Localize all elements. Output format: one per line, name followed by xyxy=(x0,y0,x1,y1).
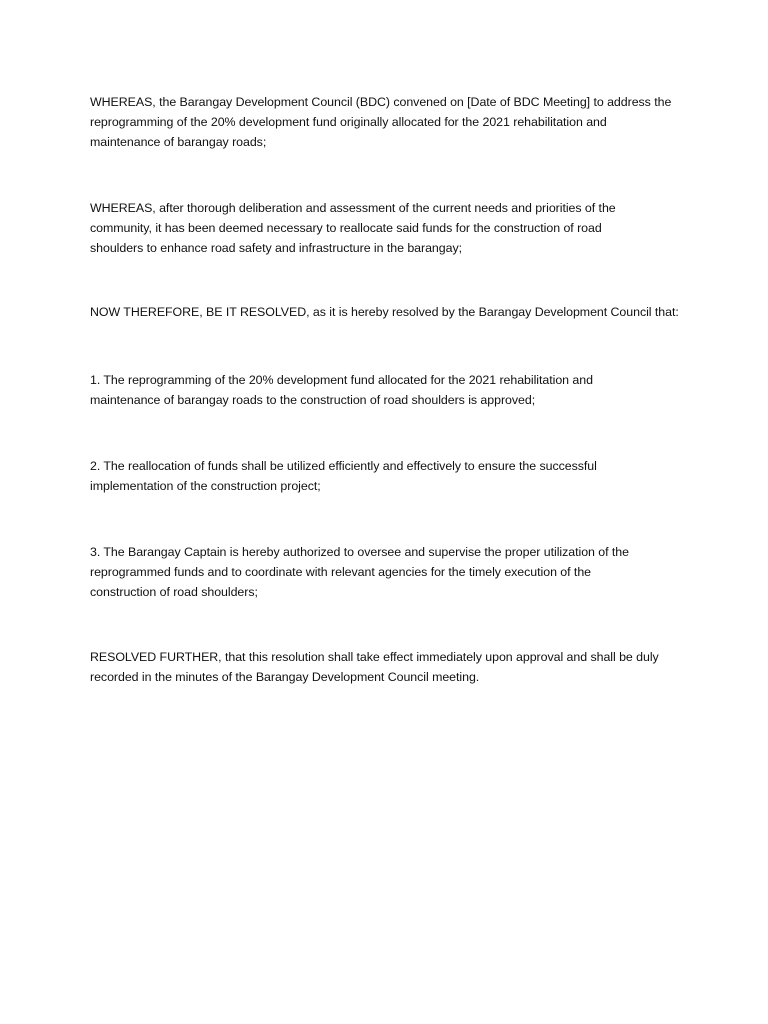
resolved-clause xyxy=(90,302,685,322)
whereas-paragraph-2 xyxy=(90,198,685,258)
resolved-further-paragraph xyxy=(90,647,685,687)
text-line: maintenance of barangay roads to the construction of road shoulders is approved; xyxy=(90,393,536,407)
text-line: RESOLVED FURTHER, that this resolution shall take effect immediately upon approval and shall be duly xyxy=(90,650,659,664)
text-line: 1. The reprogramming of the 20% development fund allocated for the 2021 rehabilitation and xyxy=(90,373,593,387)
resolution-item-3 xyxy=(90,542,685,602)
text-line: 3. The Barangay Captain is hereby authorized to oversee and supervise the proper utilization of the xyxy=(90,545,629,559)
text-line: construction of road shoulders; xyxy=(90,585,258,599)
text-line: WHEREAS, after thorough deliberation and assessment of the current needs and priorities of the xyxy=(90,201,616,215)
text-line: maintenance of barangay roads; xyxy=(90,135,267,149)
text-line: community, it has been deemed necessary to reallocate said funds for the construction of road xyxy=(90,221,602,235)
text-line: reprogramming of the 20% development fund originally allocated for the 2021 rehabilitation and xyxy=(90,115,607,129)
text-line: reprogrammed funds and to coordinate with relevant agencies for the timely execution of the xyxy=(90,565,591,579)
resolution-item-2 xyxy=(90,456,685,496)
text-line: recorded in the minutes of the Barangay Development Council meeting. xyxy=(90,670,480,684)
text-line: 2. The reallocation of funds shall be utilized efficiently and effectively to ensure the successful xyxy=(90,459,597,473)
resolution-item-1 xyxy=(90,370,685,410)
text-line: WHEREAS, the Barangay Development Council (BDC) convened on [Date of BDC Meeting] to address the xyxy=(90,95,672,109)
text-line: implementation of the construction project; xyxy=(90,479,321,493)
text-line: shoulders to enhance road safety and infrastructure in the barangay; xyxy=(90,241,462,255)
text-line: NOW THEREFORE, BE IT RESOLVED, as it is hereby resolved by the Barangay Development Council that: xyxy=(90,305,679,319)
whereas-paragraph-1 xyxy=(90,92,685,152)
